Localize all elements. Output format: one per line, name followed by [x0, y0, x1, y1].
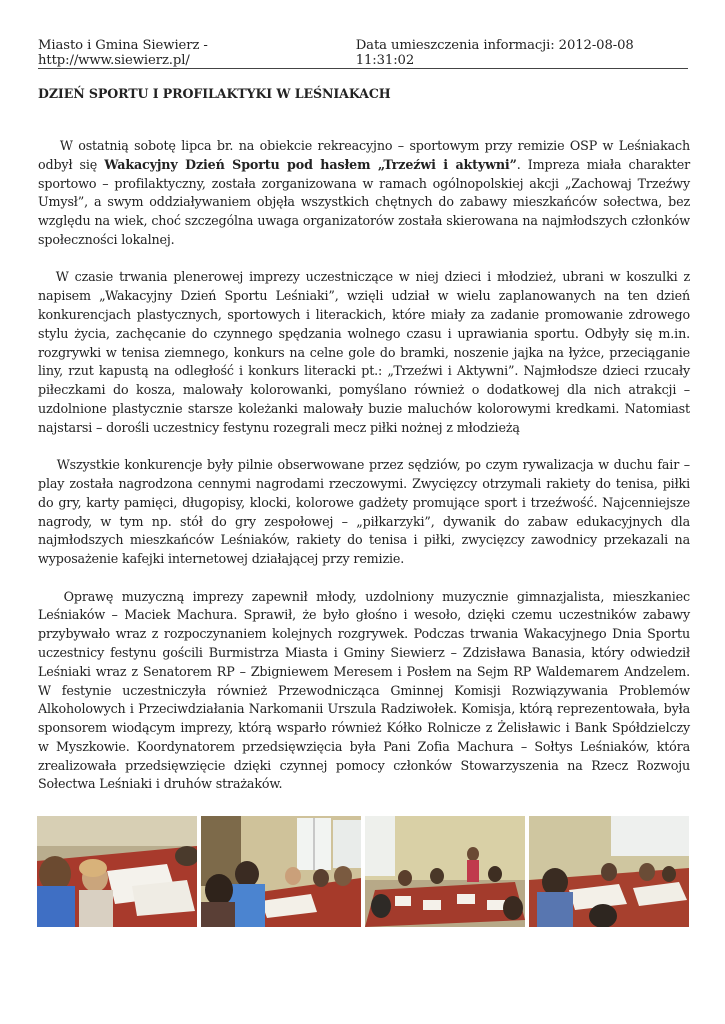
- source-link[interactable]: Miasto i Gmina Siewierz - http://www.siewierz.pl/: [38, 38, 208, 68]
- photo-children-at-table-window[interactable]: [201, 816, 361, 927]
- paragraph-1: W ostatnią sobotę lipca br. na obiekcie rekreacyjno – sportowym przy remizie OSP w Leśniakach odbył się Wakacyjny Dzień Sportu pod hasłem „Trzeźwi i aktywni”. Impreza miała charakter sportowo – profilaktyczny, została zorganizowana w ramach ogólnopolskiej akcji „Zachowaj Trzeźwy Umysł”, a swym oddziaływaniem objęła wszystkich chętnych do zabawy mieszkańców sołectwa, bez względu na wiek, choć szczególna uwaga organizatorów została skierowana na najmłodszych członków społeczności lokalnej.: [38, 138, 690, 247]
- publish-date: Data umieszczenia informacji: 2012-08-08 11:31:02: [355, 38, 634, 68]
- page-header: [38, 38, 688, 68]
- article-title: DZIEŃ SPORTU I PROFILAKTYKI W LEŚNIAKACH: [38, 86, 391, 101]
- event-name: Wakacyjny Dzień Sportu pod hasłem „Trzeźwi i aktywni”: [104, 156, 517, 172]
- paragraph-3: Wszystkie konkurencje były pilnie obserwowane przez sędziów, po czym rywalizacja w duchu fair – play została nagrodzona cennymi nagrodami rzeczowymi. Zwycięzcy otrzymali rakiety do tenisa, piłki do gry, karty pamięci, długopisy, klocki, kolorowe gadżety promujące sport i trzeźwość. Najcenniejsze nagrody, w tym np. stół do gry zespołowej – „piłkarzyki”, dywanik do zabaw edukacyjnych dla najmłodszych mieszkańców Leśniaków, rakiety do tenisa i piłki, zwycięzcy zawodnicy przekazali na wyposażenie kafejki internetowej działającej przy remizie.: [38, 457, 690, 567]
- paragraph-2: W czasie trwania plenerowej imprezy uczestniczące w niej dzieci i młodzież, ubrani w koszulki z napisem „Wakacyjny Dzień Sportu Leśniaki”, wzięli udział w wielu zaplanowanych na ten dzień konkurencjach plastycznych, sportowych i literackich, które miały za zadanie promowanie zdrowego stylu życia, zachęcanie do czynnego spędzania wolnego czasu i uprawiania sportu. Odbyły się m.in. rozgrywki w tenisa ziemnego, konkurs na celne gole do bramki, noszenie jajka na łyżce, przeciąganie liny, rzut kapustą na odległość i konkurs literacki pt.: „Trzeźwi i Aktywni”. Najmłodsze dzieci rzucały piłeczkami do kosza, malowały kolorowanki, pomyślano również o dodatkowej dla nich atrakcji – uzdolnione plastycznie starsze koleżanki malowały buzie maluchów kolorowymi kredkami. Natomiast najstarsi – dorośli uczestnicy festynu rozegrali mecz piłki nożnej z młodzieżą: [38, 269, 690, 435]
- photo-children-drawing-closeup[interactable]: [37, 816, 197, 927]
- header-divider: [38, 68, 688, 69]
- photo-room-with-tables[interactable]: [365, 816, 525, 927]
- paragraph-4: Oprawę muzyczną imprezy zapewnił młody, uzdolniony muzycznie gimnazjalista, mieszkaniec Leśniaków – Maciek Machura. Sprawił, że było głośno i wesoło, dzięki czemu uczestników zabawy przybywało wraz z rozpoczynaniem kolejnych rozgrywek. Podczas trwania Wakacyjnego Dnia Sportu uczestnicy festynu gościli Burmistrza Miasta i Gminy Siewierz – Zdzisława Banasia, który odwiedził Leśniaki wraz z Senatorem RP – Zbigniewem Meresem i Posłem na Sejm RP Waldemarem Andzelem. W festynie uczestniczyła również Przewodnicząca Gminnej Komisji Rozwiązywania Problemów Alkoholowych i Przeciwdziałania Narkomanii Urszula Radziwołek. Komisja, którą reprezentowała, była sponsorem wiodącym imprezy, którą wsparło również Kółko Rolnicze z Żelisławic i Bank Spółdzielczy w Myszkowie. Koordynatorem przedsięwzięcia była Pani Zofia Machura – Sołtys Leśniaków, która zrealizowała przedsięwzięcie dzięki czynnej pomocy członków Stowarzyszenia na Rzecz Rozwoju Sołectwa Leśniaki i druhów strażaków.: [38, 588, 690, 792]
- photo-strip: [37, 816, 689, 927]
- photo-children-drawing-room[interactable]: [529, 816, 689, 927]
- article-body: [38, 137, 690, 813]
